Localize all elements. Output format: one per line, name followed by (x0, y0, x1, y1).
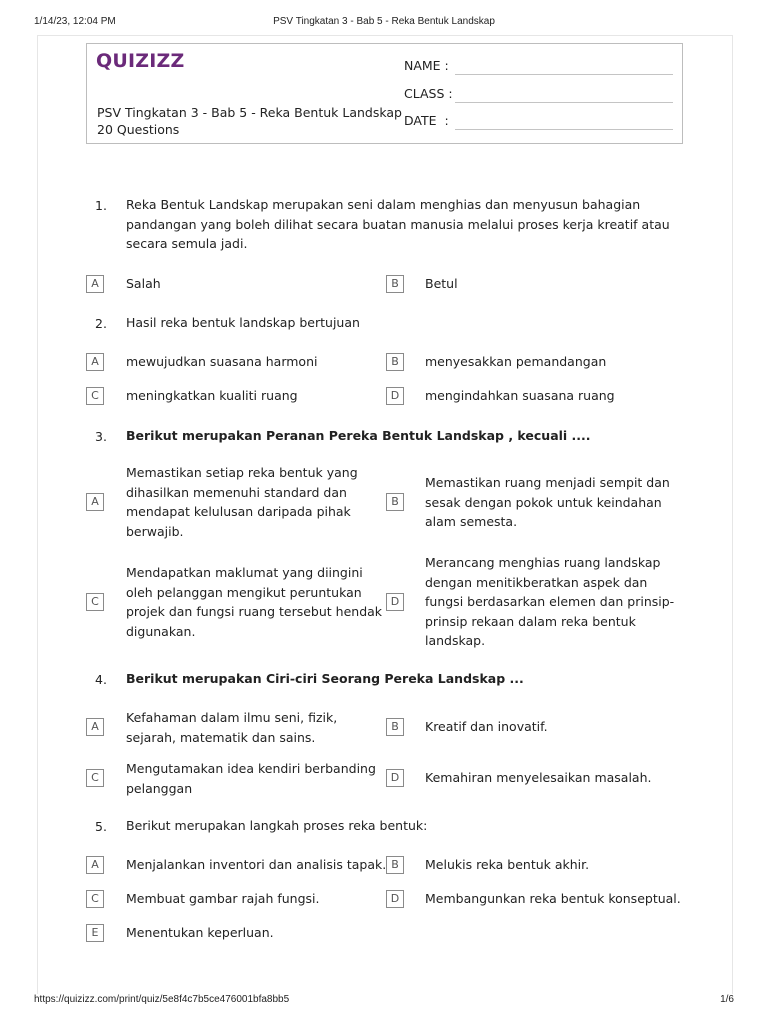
option-text: Kemahiran menyelesaikan masalah. (425, 770, 652, 785)
option-text: Menjalankan inventori dan analisis tapak. (126, 857, 387, 872)
question-text: Reka Bentuk Landskap merupakan seni dalam menghias dan menyusun bahagian pandangan yang boleh dilihat secara buatan manusia melalui proses kerja kreatif atau secara semula jadi. (126, 197, 670, 251)
class-line (455, 102, 673, 103)
option-text: Merancang menghias ruang landskap dengan menitikberatkan aspek dan fungsi berdasarkan elemen dan prinsip-prinsip rekaan dalam reka bentuk landskap. (425, 555, 675, 648)
option-letter-box[interactable]: E (86, 924, 104, 942)
question-text: Berikut merupakan Peranan Pereka Bentuk Landskap , kecuali .... (126, 428, 591, 443)
option-letter-box[interactable]: C (86, 890, 104, 908)
quiz-title: PSV Tingkatan 3 - Bab 5 - Reka Bentuk Landskap (97, 105, 402, 120)
option-letter-box[interactable]: C (86, 593, 104, 611)
option-text: Mendapatkan maklumat yang diingini oleh pelanggan mengikut peruntukan projek dan fungsi ruang tersebut hendak digunakan. (126, 565, 383, 639)
option-letter-box[interactable]: D (386, 890, 404, 908)
option-text: Memastikan ruang menjadi sempit dan sesak dengan pokok untuk keindahan alam semesta. (425, 475, 670, 529)
option-text: mewujudkan suasana harmoni (126, 354, 318, 369)
option-letter-box[interactable]: B (386, 353, 404, 371)
option-letter-box[interactable]: A (86, 353, 104, 371)
quizizz-logo: QUIZIZZ (96, 50, 185, 72)
option-text: Salah (126, 276, 161, 291)
option-text: Menentukan keperluan. (126, 925, 274, 940)
option-letter-box[interactable]: A (86, 718, 104, 736)
question-count: 20 Questions (97, 122, 180, 137)
option-text: menyesakkan pemandangan (425, 354, 607, 369)
question-text: Hasil reka bentuk landskap bertujuan (126, 315, 360, 330)
name-label: NAME : (404, 58, 449, 73)
option-letter-box[interactable]: D (386, 593, 404, 611)
option-text: Kefahaman dalam ilmu seni, fizik, sejarah, matematik dan sains. (126, 710, 338, 745)
option-letter-box[interactable]: B (386, 856, 404, 874)
question-number: 5. (95, 819, 107, 834)
print-datetime: 1/14/23, 12:04 PM (34, 16, 116, 27)
class-label: CLASS : (404, 86, 453, 101)
option-text: Kreatif dan inovatif. (425, 719, 548, 734)
option-letter-box[interactable]: D (386, 387, 404, 405)
page-url[interactable]: https://quizizz.com/print/quiz/5e8f4c7b5ce476001bfa8bb5 (34, 994, 290, 1005)
class-field[interactable] (404, 86, 453, 101)
option-letter-box[interactable]: B (386, 493, 404, 511)
option-text: meningkatkan kualiti ruang (126, 388, 298, 403)
option-text: Mengutamakan idea kendiri berbanding pelanggan (126, 761, 376, 796)
name-line (455, 74, 673, 75)
date-label: DATE : (404, 113, 449, 128)
option-letter-box[interactable]: D (386, 769, 404, 787)
option-text: Betul (425, 276, 458, 291)
question-number: 2. (95, 316, 107, 331)
option-text: Memastikan setiap reka bentuk yang dihasilkan memenuhi standard dan mendapat kelulusan daripada pihak berwajib. (126, 465, 358, 539)
option-letter-box[interactable]: A (86, 493, 104, 511)
date-field[interactable] (404, 113, 449, 128)
option-letter-box[interactable]: A (86, 275, 104, 293)
question-text: Berikut merupakan langkah proses reka bentuk: (126, 818, 428, 833)
page-number: 1/6 (720, 994, 734, 1005)
print-header (0, 16, 768, 30)
option-letter-box[interactable]: B (386, 275, 404, 293)
option-text: Melukis reka bentuk akhir. (425, 857, 590, 872)
option-letter-box[interactable]: B (386, 718, 404, 736)
quiz-info (97, 104, 402, 138)
option-letter-box[interactable]: C (86, 387, 104, 405)
question-number: 1. (95, 198, 107, 213)
option-letter-box[interactable]: A (86, 856, 104, 874)
name-field[interactable] (404, 58, 449, 73)
date-line (455, 129, 673, 130)
question-number: 3. (95, 429, 107, 444)
option-text: Membuat gambar rajah fungsi. (126, 891, 320, 906)
question-number: 4. (95, 672, 107, 687)
question-text: Berikut merupakan Ciri-ciri Seorang Pereka Landskap ... (126, 671, 524, 686)
option-letter-box[interactable]: C (86, 769, 104, 787)
print-title: PSV Tingkatan 3 - Bab 5 - Reka Bentuk Landskap (273, 16, 495, 27)
option-text: Membangunkan reka bentuk konseptual. (425, 891, 681, 906)
print-footer (0, 994, 768, 1008)
option-text: mengindahkan suasana ruang (425, 388, 615, 403)
